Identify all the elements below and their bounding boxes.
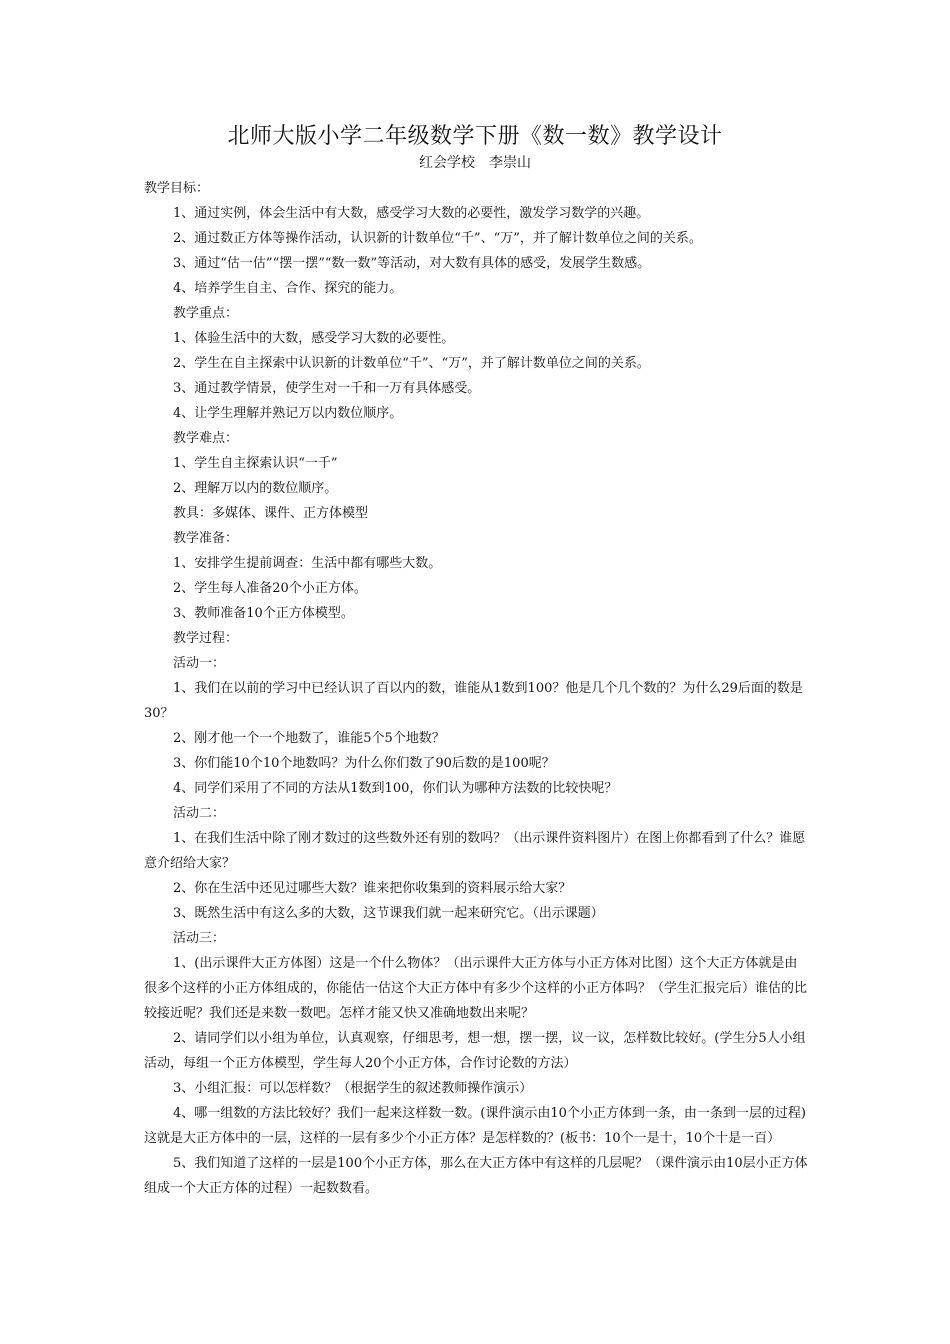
paragraph: 3、你们能10个10个地数吗？为什么你们数了90后数的是100呢？ (173, 756, 555, 771)
paragraph: 4、培养学生自主、合作、探究的能力。 (173, 281, 403, 296)
paragraph: 4、让学生理解并熟记万以内数位顺序。 (173, 406, 403, 421)
paragraph: 1、通过实例，体会生活中有大数，感受学习大数的必要性，激发学习数学的兴趣。 (173, 206, 650, 221)
paragraph: 1、学生自主探索认识“一千” (173, 456, 338, 471)
section-heading-activity-2: 活动二： (173, 806, 226, 821)
document-title: 北师大版小学二年级数学下册《数一数》教学设计 (227, 124, 723, 149)
paragraph: 3、小组汇报：可以怎样数？（根据学生的叙述教师操作演示） (173, 1081, 533, 1096)
section-heading-teaching-aids: 教具：多媒体、课件、正方体模型 (173, 506, 369, 521)
paragraph: 2、学生在自主探索中认识新的计数单位“千”、“万”，并了解计数单位之间的关系。 (173, 356, 650, 371)
paragraph: 4、同学们采用了不同的方法从1数到100，你们认为哪种方法数的比较快呢？ (173, 781, 618, 796)
paragraph: 1、我们在以前的学习中已经认识了百以内的数，谁能从1数到100？他是几个几个数的？为什么29后面的数是30？ (144, 681, 803, 721)
paragraph: 5、我们知道了这样的一层是100个小正方体，那么在大正方体中有这样的几层呢？（课件演示由10层小正方体组成一个大正方体的过程）一起数数看。 (144, 1156, 808, 1196)
section-heading-key-points: 教学重点： (173, 306, 239, 321)
paragraph: 2、请同学们以小组为单位，认真观察，仔细思考，想一想，摆一摆，议一议，怎样数比较好。(学生分5人小组活动，每组一个正方体模型，学生每人20个小正方体，合作讨论数的方法） (144, 1031, 806, 1071)
section-heading-preparation: 教学准备： (173, 531, 239, 546)
paragraph: 3、教师准备10个正方体模型。 (173, 606, 354, 621)
paragraph: 2、通过数正方体等操作活动，认识新的计数单位“千”、“万”，并了解计数单位之间的关系。 (173, 231, 702, 246)
paragraph: 2、刚才他一个一个地数了，谁能5个5个地数？ (173, 731, 445, 746)
paragraph: 2、学生每人准备20个小正方体。 (173, 581, 367, 596)
paragraph: 1、体验生活中的大数，感受学习大数的必要性。 (173, 331, 455, 346)
section-heading-activity-3: 活动三： (173, 931, 226, 946)
section-heading-process: 教学过程： (173, 631, 239, 646)
document-body (144, 176, 808, 1201)
paragraph: 3、通过教学情景，使学生对一千和一万有具体感受。 (173, 381, 481, 396)
paragraph: 1、安排学生提前调查：生活中都有哪些大数。 (173, 556, 442, 571)
document-author: 红会学校 李崇山 (419, 155, 531, 171)
paragraph: 1、(出示课件大正方体图）这是一个什么物体？（出示课件大正方体与小正方体对比图）这个大正方体就是由很多个这样的小正方体组成的，你能估一估这个大正方体中有多少个这样的小正方体吗？（学生汇报完后）谁估的比较接近呢？我们还是来数一数吧。怎样才能又快又准确地数出来呢？ (144, 956, 808, 1021)
section-heading-activity-1: 活动一： (173, 656, 226, 671)
paragraph: 3、通过“估一估”“摆一摆”“数一数”等活动，对大数有具体的感受，发展学生数感。 (173, 256, 651, 271)
section-heading-difficulties: 教学难点： (173, 431, 239, 446)
paragraph: 2、理解万以内的数位顺序。 (173, 481, 338, 496)
paragraph: 3、既然生活中有这么多的大数，这节课我们就一起来研究它。（出示课题） (173, 906, 604, 921)
paragraph: 1、在我们生活中除了刚才数过的这些数外还有别的数吗？（出示课件资料图片）在图上你都看到了什么？谁愿意介绍给大家？ (144, 831, 806, 871)
paragraph: 4、哪一组数的方法比较好？我们一起来这样数一数。(课件演示由10个小正方体到一条，由一条到一层的过程)这就是大正方体中的一层，这样的一层有多少个小正方体？是怎样数的？(板书：10个一是十，10个十是一百） (144, 1106, 806, 1146)
paragraph: 2、你在生活中还见过哪些大数？谁来把你收集到的资料展示给大家？ (173, 881, 572, 896)
section-heading-objectives: 教学目标： (144, 181, 210, 196)
